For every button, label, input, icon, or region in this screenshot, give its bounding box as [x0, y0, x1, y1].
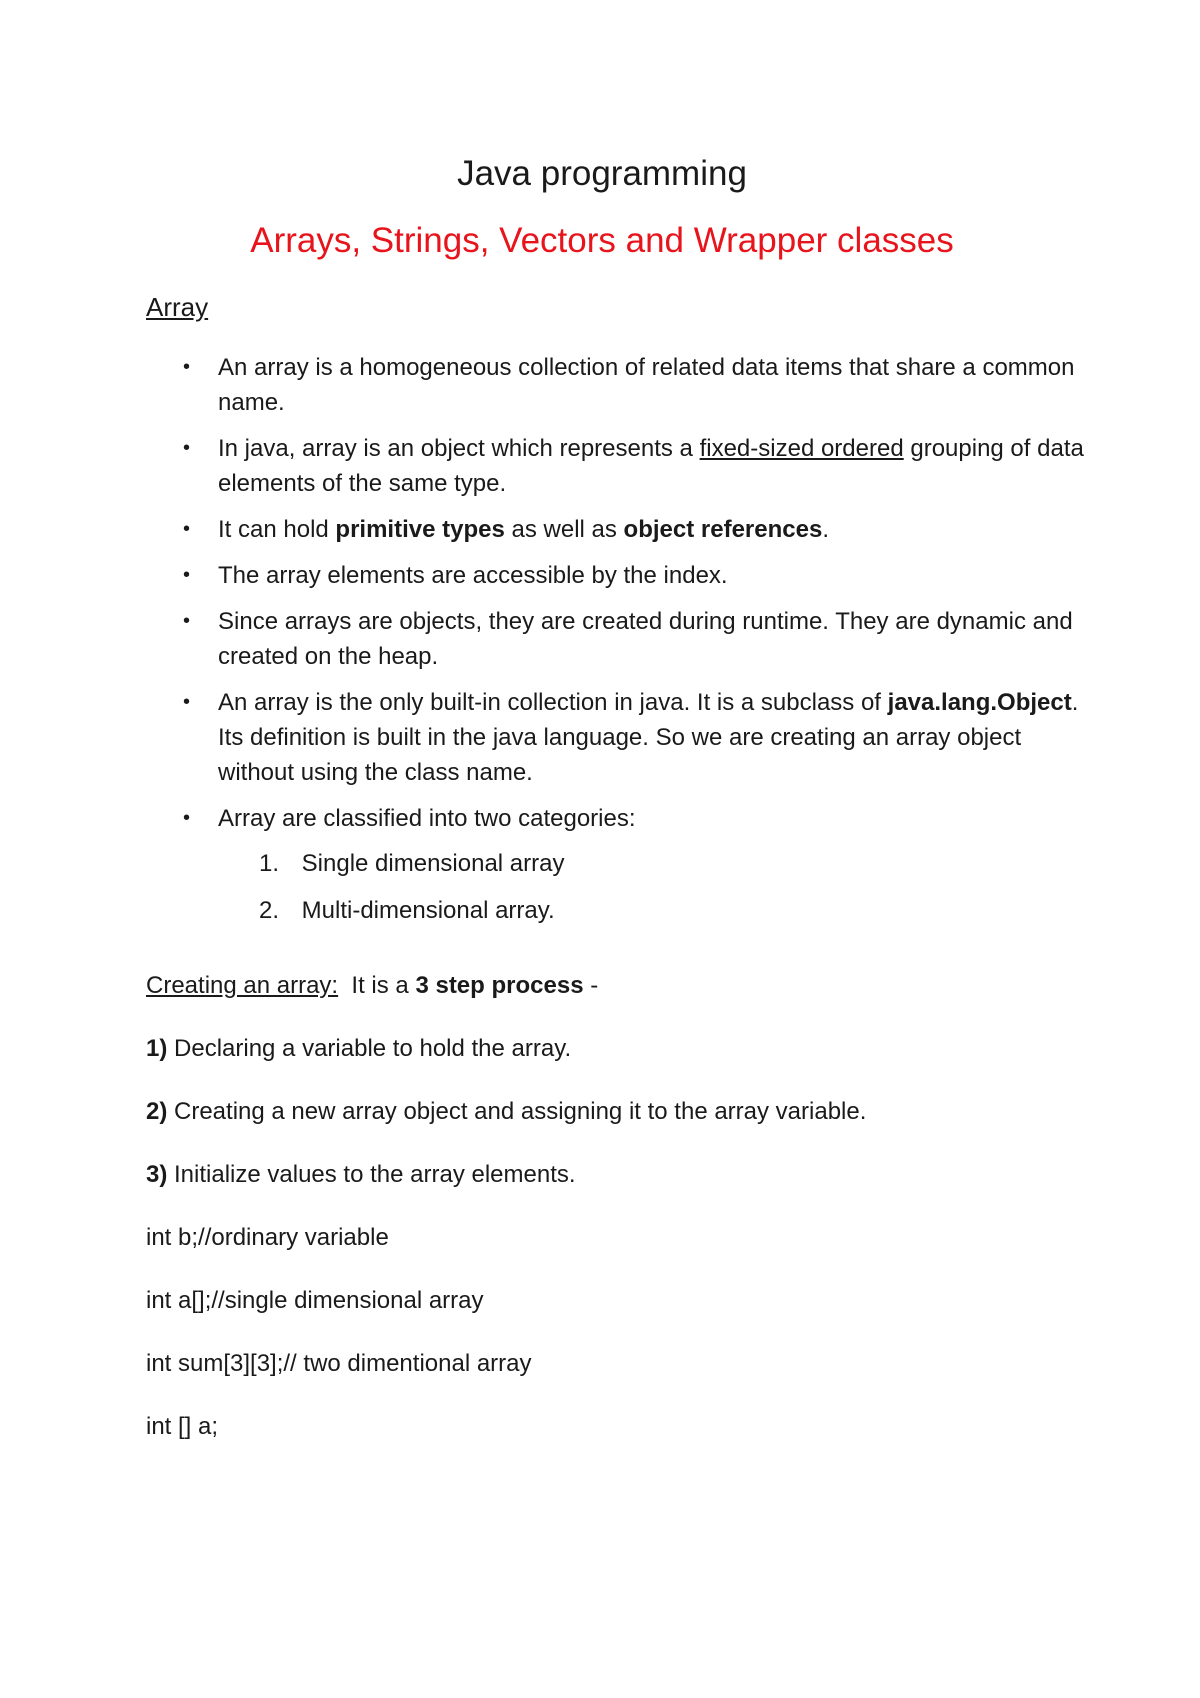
bullet-text: . Its definition is built in the java language. So we are creating an array object without using the class name.	[218, 689, 1079, 786]
step-text: Initialize values to the array elements.	[167, 1161, 576, 1188]
category-item	[218, 846, 1086, 881]
bullet-text: In java, array is an object which represents a	[218, 435, 700, 462]
bold-text: 3 step process	[415, 972, 584, 999]
bullet-text: Array are classified into two categories:	[218, 805, 636, 832]
bullet-icon: •	[183, 691, 191, 713]
bold-text: java.lang.Object	[887, 689, 1072, 716]
document-subtitle: Arrays, Strings, Vectors and Wrapper classes	[250, 221, 954, 260]
bullet-text: It can hold	[218, 516, 336, 543]
category-number: 1.	[259, 850, 280, 877]
bullet-text: The array elements are accessible by the index.	[218, 562, 728, 589]
category-number: 2.	[259, 897, 280, 924]
step-number: 2)	[146, 1098, 168, 1125]
section-heading-array: Array	[146, 292, 209, 322]
bullet-icon: •	[183, 356, 191, 378]
bullet-icon: •	[183, 518, 191, 540]
bold-text: object references	[623, 516, 823, 543]
step-item	[146, 1094, 1086, 1129]
list-item	[146, 558, 1086, 593]
bullet-text: An array is a homogeneous collection of related data items that share a common name.	[218, 354, 1075, 416]
list-item	[146, 431, 1086, 501]
bullet-text: Since arrays are objects, they are created during runtime. They are dynamic and created on the heap.	[218, 608, 1073, 670]
code-line: int b;//ordinary variable	[146, 1224, 389, 1251]
list-item	[146, 685, 1086, 790]
code-line: int [] a;	[146, 1413, 219, 1440]
code-line: int a[];//single dimensional array	[146, 1287, 484, 1314]
document-title: Java programming	[457, 154, 747, 193]
creating-text: It is a	[338, 972, 416, 999]
bullet-icon: •	[183, 610, 191, 632]
bullet-icon: •	[183, 807, 191, 829]
category-label: Single dimensional array	[301, 850, 565, 877]
bullet-text: .	[822, 516, 829, 543]
creating-heading: Creating an array:	[146, 972, 339, 999]
step-text: Creating a new array object and assigning it to the array variable.	[167, 1098, 867, 1125]
category-label: Multi-dimensional array.	[301, 897, 555, 924]
creating-text: -	[583, 972, 599, 999]
list-item	[146, 604, 1086, 674]
bullet-text: grouping of data elements of the same type.	[218, 435, 1084, 497]
step-item	[146, 1157, 1086, 1192]
step-item	[146, 1031, 1086, 1066]
bold-text: primitive types	[335, 516, 505, 543]
code-line: int sum[3][3];// two dimentional array	[146, 1350, 532, 1377]
underlined-text: fixed-sized ordered	[699, 435, 904, 462]
step-number: 1)	[146, 1035, 168, 1062]
array-bullet-list	[146, 350, 1086, 940]
bullet-icon: •	[183, 437, 191, 459]
bullet-text: as well as	[504, 516, 624, 543]
list-item	[146, 350, 1086, 420]
list-item	[146, 801, 1086, 928]
category-item	[218, 893, 1086, 928]
list-item	[146, 512, 1086, 547]
category-list	[218, 846, 1086, 928]
bullet-text: An array is the only built-in collection in java. It is a subclass of	[218, 689, 888, 716]
step-number: 3)	[146, 1161, 168, 1188]
creating-array-paragraph	[146, 968, 1086, 1003]
step-text: Declaring a variable to hold the array.	[167, 1035, 572, 1062]
bullet-icon: •	[183, 564, 191, 586]
